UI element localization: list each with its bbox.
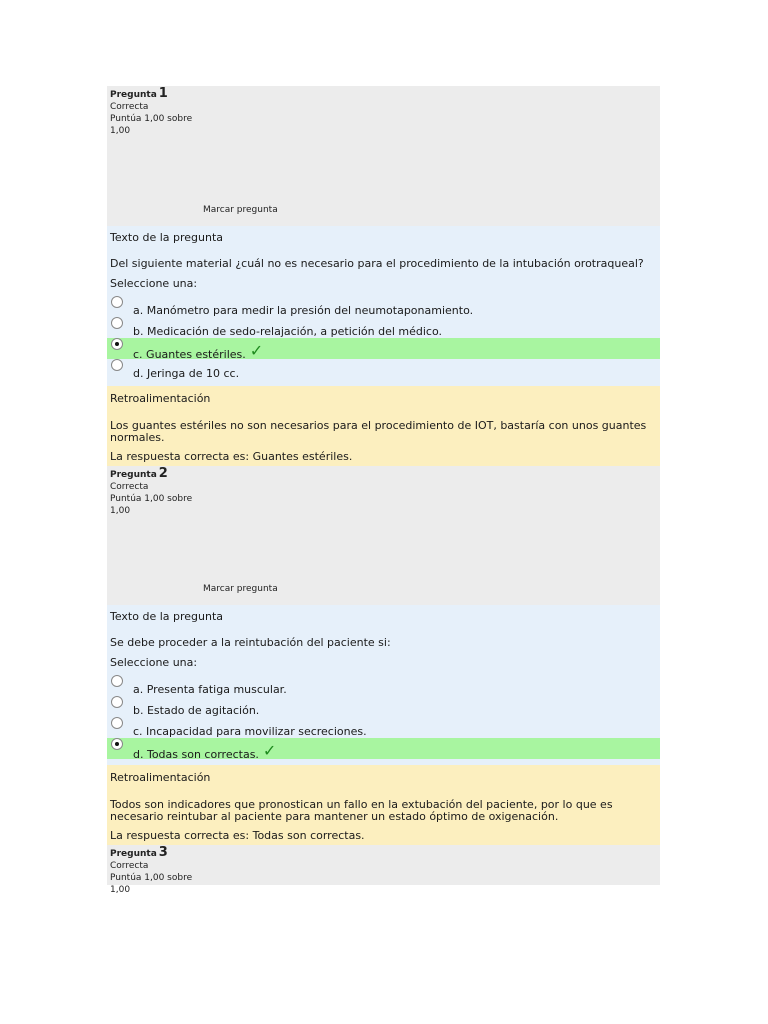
question-text: Se debe proceder a la reintubación del paciente si: xyxy=(110,636,391,649)
question-state: Correcta xyxy=(110,482,149,492)
answer-list xyxy=(107,675,660,759)
checkmark-icon: ✓ xyxy=(249,341,264,360)
question-grade: Puntúa 1,00 sobre 1,00 xyxy=(110,873,193,895)
question-info-2 xyxy=(107,466,660,605)
answer-prompt: Seleccione una: xyxy=(110,656,198,669)
right-answer: La respuesta correcta es: Guantes estériles. xyxy=(110,450,353,463)
flag-question-link[interactable]: Marcar pregunta xyxy=(203,584,278,594)
radio-button-checked[interactable] xyxy=(111,338,123,350)
question-info-1 xyxy=(107,86,660,226)
quiz-review xyxy=(107,86,660,895)
answer-option-c[interactable] xyxy=(107,338,660,359)
answer-option-b[interactable] xyxy=(107,696,660,717)
answer-label: b. Estado de agitación. xyxy=(133,704,260,717)
question-header: Pregunta 2 xyxy=(110,466,168,481)
feedback-1 xyxy=(107,386,660,466)
radio-button[interactable] xyxy=(111,359,123,371)
answer-label: c. Incapacidad para movilizar secreciones. xyxy=(133,725,367,738)
question-number: 2 xyxy=(158,466,168,481)
question-header: Pregunta 3 xyxy=(110,845,168,860)
question-state: Correcta xyxy=(110,861,149,871)
answer-option-d[interactable] xyxy=(107,359,660,380)
question-number: 3 xyxy=(158,845,168,860)
radio-button[interactable] xyxy=(111,317,123,329)
answer-label: a. Manómetro para medir la presión del neumotaponamiento. xyxy=(133,304,474,317)
radio-button-checked[interactable] xyxy=(111,738,123,750)
answer-label: d. Jeringa de 10 cc. xyxy=(133,367,240,380)
answer-prompt: Seleccione una: xyxy=(110,277,198,290)
answer-label: a. Presenta fatiga muscular. xyxy=(133,683,287,696)
answer-option-a[interactable] xyxy=(107,296,660,317)
radio-button[interactable] xyxy=(111,717,123,729)
question-grade: Puntúa 1,00 sobre 1,00 xyxy=(110,494,193,516)
question-info-3 xyxy=(107,845,660,895)
question-formulation-1 xyxy=(107,226,660,386)
feedback-label: Retroalimentación xyxy=(110,771,211,784)
answer-option-d[interactable] xyxy=(107,738,660,759)
answer-label: d. Todas son correctas. xyxy=(133,748,259,761)
question-formulation-2 xyxy=(107,605,660,765)
question-grade: Puntúa 1,00 sobre 1,00 xyxy=(110,114,193,136)
radio-button[interactable] xyxy=(111,675,123,687)
answer-option-c[interactable] xyxy=(107,717,660,738)
question-text-label: Texto de la pregunta xyxy=(110,610,224,623)
answer-option-a[interactable] xyxy=(107,675,660,696)
question-number: 1 xyxy=(158,86,168,101)
answer-label: c. Guantes estériles. xyxy=(133,348,246,361)
flag-question-link[interactable]: Marcar pregunta xyxy=(203,205,278,215)
radio-button[interactable] xyxy=(111,696,123,708)
feedback-label: Retroalimentación xyxy=(110,392,211,405)
answer-label: b. Medicación de sedo-relajación, a petición del médico. xyxy=(133,325,442,338)
feedback-text: Todos son indicadores que pronostican un fallo en la extubación del paciente, por lo que es necesario reintubar al paciente para mantener un estado óptimo de oxigenación. xyxy=(110,798,613,823)
answer-list xyxy=(107,296,660,380)
question-text-label: Texto de la pregunta xyxy=(110,231,224,244)
question-header: Pregunta 1 xyxy=(110,86,168,101)
feedback-text: Los guantes estériles no son necesarios para el procedimiento de IOT, bastaría con unos guantes normales. xyxy=(110,419,647,444)
feedback-2 xyxy=(107,765,660,845)
answer-option-b[interactable] xyxy=(107,317,660,338)
question-state: Correcta xyxy=(110,102,149,112)
checkmark-icon: ✓ xyxy=(262,741,277,760)
right-answer: La respuesta correcta es: Todas son correctas. xyxy=(110,829,365,842)
radio-button[interactable] xyxy=(111,296,123,308)
question-text: Del siguiente material ¿cuál no es necesario para el procedimiento de la intubación orotraqueal? xyxy=(110,257,644,270)
